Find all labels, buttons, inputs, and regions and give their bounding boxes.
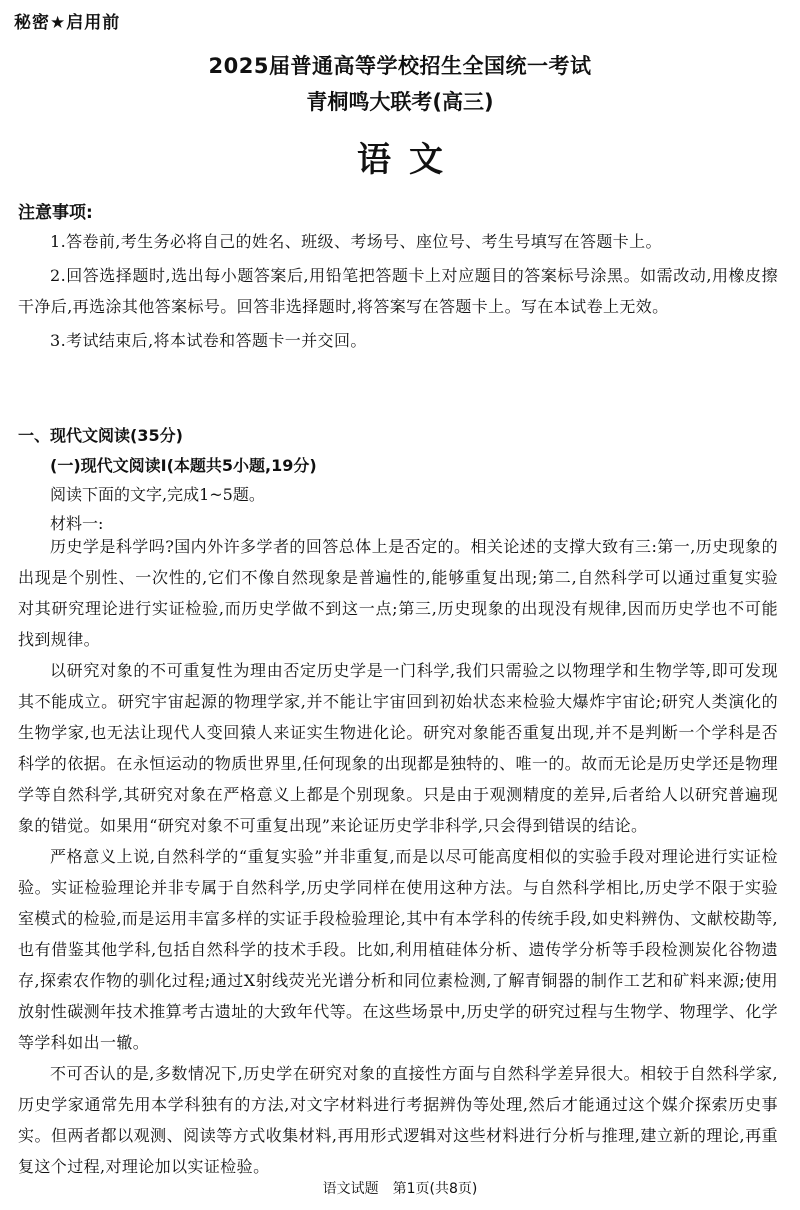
exam-title: 2025届普通高等学校招生全国统一考试 [208,54,592,78]
passage-paragraph: 以研究对象的不可重复性为理由否定历史学是一门科学,我们只需验之以物理学和生物学等,即可发现其不能成立。研究宇宙起源的物理学家,并不能让宇宙回到初始状态来检验大爆炸宇宙论;研究人类演化的生物学家,也无法让现代人变回猿人来证实生物进化论。研究对象能否重复出现,并不是判断一个学科是否科学的依据。在永恒运动的物质世界里,任何现象的出现都是独特的、唯一的。故而无论是历史学还是物理学等自然科学,其研究对象在严格意义上都是个别现象。只是由于观测精度的差异,后者给人以研究普遍现象的错觉。如果用“研究对象不可重复出现”来论证历史学非科学,只会得到错误的结论。 [18,661,778,835]
notice-item: 1.答卷前,考生务必将自己的姓名、班级、考场号、座位号、考生号填写在答题卡上。 [50,232,662,251]
passage-paragraph: 历史学是科学吗?国内外许多学者的回答总体上是否定的。相关论述的支撑大致有三:第一,历史现象的出现是个别性、一次性的,它们不像自然现象是普遍性的,能够重复出现;第二,自然科学可以通过重复实验对其研究理论进行实证检验,而历史学做不到这一点;第三,历史现象的出现没有规律,因而历史学也不可能找到规律。 [18,537,778,649]
page-footer [0,1178,800,1198]
section-subheading: (一)现代文阅读Ⅰ(本题共5小题,19分) [50,456,317,475]
section-heading: 一、现代文阅读(35分) [18,426,183,445]
exam-subtitle: 青桐鸣大联考(高三) [306,90,494,114]
reading-instruction: 阅读下面的文字,完成1~5题。 [50,485,265,504]
footer-paper-name: 语文试题 [322,1181,379,1197]
passage-paragraph: 不可否认的是,多数情况下,历史学在研究对象的直接性方面与自然科学差异很大。相较于自然科学家,历史学家通常先用本学科独有的方法,对文字材料进行考据辨伪等处理,然后才能通过这个媒介探索历史事实。但两者都以观测、阅读等方式收集材料,再用形式逻辑对这些材料进行分析与推理,建立新的理论,再重复这个过程,对理论加以实证检验。 [18,1064,778,1176]
subject-title: 语文 [357,140,461,180]
reading-passage [18,531,778,1182]
footer-page-number: 第1页(共8页) [392,1181,478,1197]
notice-list [18,226,778,359]
notice-heading: 注意事项: [18,203,93,223]
passage-paragraph: 严格意义上说,自然科学的“重复实验”并非重复,而是以尽可能高度相似的实验手段对理论进行实证检验。实证检验理论并非专属于自然科学,历史学同样在使用这种方法。与自然科学相比,历史学不限于实验室模式的检验,而是运用丰富多样的实证手段检验理论,其中有本学科的传统手段,如史料辨伪、文献校勘等,也有借鉴其他学科,包括自然科学的技术手段。比如,利用植硅体分析、遗传学分析等手段检测炭化谷物遗存,探索农作物的驯化过程;通过X射线荧光光谱分析和同位素检测,了解青铜器的制作工艺和矿料来源;使用放射性碳测年技术推算考古遗址的大致年代等。在这些场景中,历史学的研究过程与生物学、物理学、化学等学科如出一辙。 [18,847,778,1052]
notice-item: 2.回答选择题时,选出每小题答案后,用铅笔把答题卡上对应题目的答案标号涂黑。如需改动,用橡皮擦干净后,再选涂其他答案标号。回答非选择题时,将答案写在答题卡上。写在本试卷上无效。 [18,266,778,316]
material-label: 材料一: [50,514,104,533]
confidential-mark: 秘密★启用前 [14,13,121,33]
notice-item: 3.考试结束后,将本试卷和答题卡一并交回。 [50,331,367,350]
